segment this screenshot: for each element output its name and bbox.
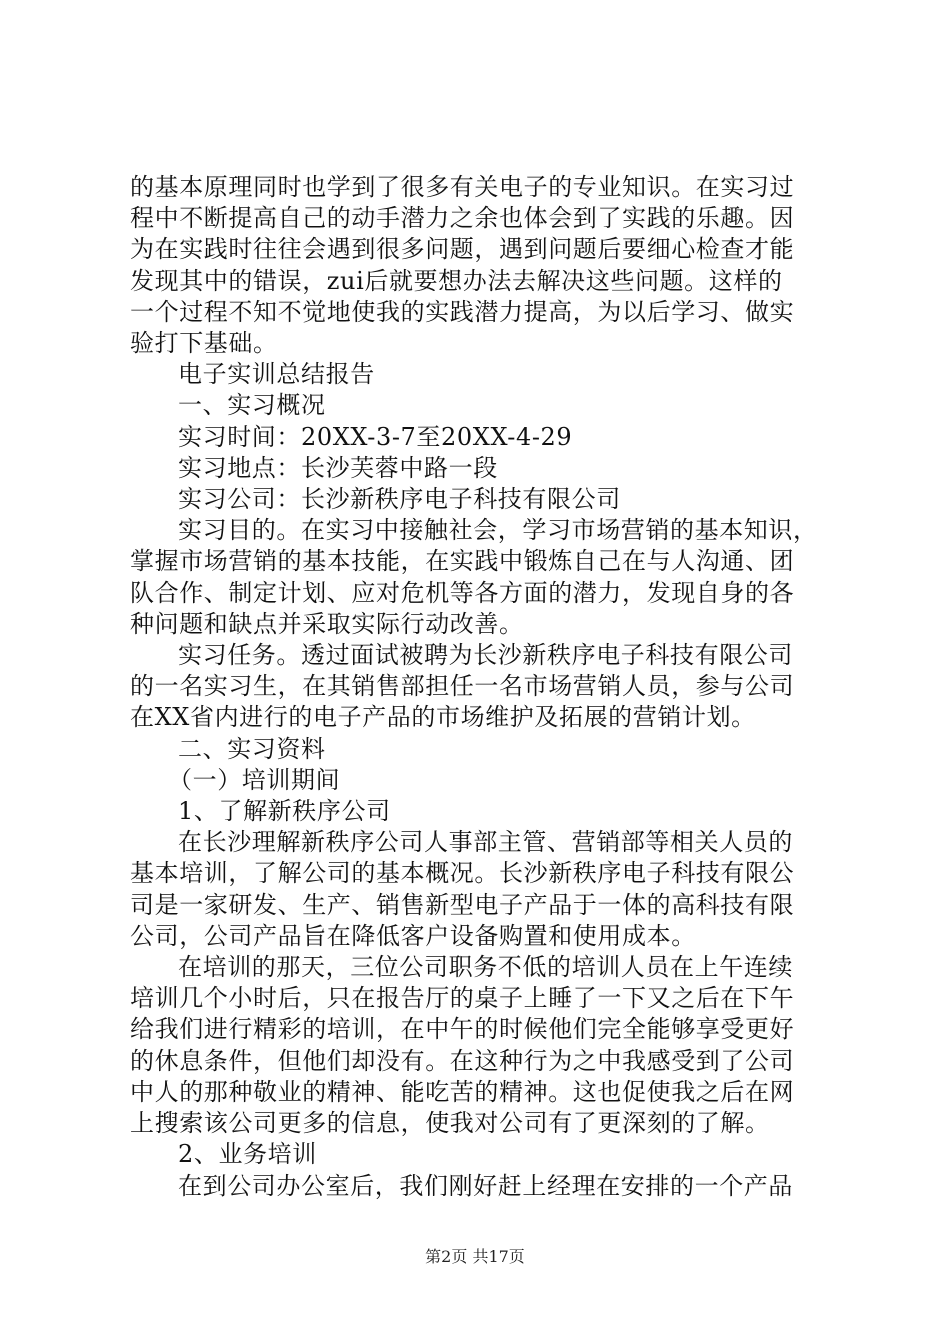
text-line: 掌握市场营销的基本技能，在实践中锻炼自己在与人沟通、团 [130,547,795,576]
text-line: 实习目的。在实习中接触社会，学习市场营销的基本知识， [178,516,818,545]
text-line: 公司，公司产品旨在降低客户设备购置和使用成本。 [130,921,696,950]
internship-company: 实习公司：长沙新秩序电子科技有限公司 [178,485,621,514]
subsection-heading: 1、了解新秩序公司 [178,797,391,826]
subsection-heading: 2、业务培训 [178,1140,317,1169]
text-line: 程中不断提高自己的动手潜力之余也体会到了实践的乐趣。因 [130,204,795,233]
section-heading: 二、实习资料 [178,734,326,763]
text-line: 在XX省内进行的电子产品的市场维护及拓展的营销计划。 [130,703,756,732]
text-line: 在长沙理解新秩序公司人事部主管、营销部等相关人员的 [178,828,793,857]
text-line: 为在实践时往往会遇到很多问题，遇到问题后要细心检查才能 [130,235,795,264]
text-line: 给我们进行精彩的培训，在中午的时候他们完全能够享受更好 [130,1015,795,1044]
text-line: 队合作、制定计划、应对危机等各方面的潜力，发现自身的各 [130,578,795,607]
section-heading: 一、实习概况 [178,391,326,420]
internship-time: 实习时间：20XX-3-7至20XX-4-29 [178,422,573,451]
text-line: 的休息条件，但他们却没有。在这种行为之中我感受到了公司 [130,1046,795,1075]
text-line: 在培训的那天，三位公司职务不低的培训人员在上午连续 [178,953,793,982]
text-line: 在到公司办公室后，我们刚好赶上经理在安排的一个产品 [178,1171,793,1200]
text-line: 培训几个小时后，只在报告厅的桌子上睡了一下又之后在下午 [130,984,795,1013]
text-line: 一个过程不知不觉地使我的实践潜力提高，为以后学习、做实 [130,297,795,326]
text-line: 验打下基础。 [130,329,278,358]
subsection-heading: （一）培训期间 [168,765,341,794]
section-title: 电子实训总结报告 [178,360,375,389]
page-footer: 第2页 共17页 [425,1247,525,1266]
text-line: 发现其中的错误，zui后就要想办法去解决这些问题。这样的 [130,266,783,295]
text-line: 的基本原理同时也学到了很多有关电子的专业知识。在实习过 [130,173,795,201]
text-line: 中人的那种敬业的精神、能吃苦的精神。这也促使我之后在网 [130,1077,795,1106]
text-line: 司是一家研发、生产、销售新型电子产品于一体的高科技有限 [130,890,795,919]
text-line: 基本培训，了解公司的基本概况。长沙新秩序电子科技有限公 [130,859,795,888]
document-body [130,172,832,1202]
text-line: 的一名实习生，在其销售部担任一名市场营销人员，参与公司 [130,672,795,701]
text-line: 上搜索该公司更多的信息，使我对公司有了更深刻的了解。 [130,1109,770,1138]
text-line: 实习任务。透过面试被聘为长沙新秩序电子科技有限公司 [178,641,793,670]
internship-location: 实习地点：长沙芙蓉中路一段 [178,453,498,482]
text-line: 种问题和缺点并采取实际行动改善。 [130,609,524,638]
